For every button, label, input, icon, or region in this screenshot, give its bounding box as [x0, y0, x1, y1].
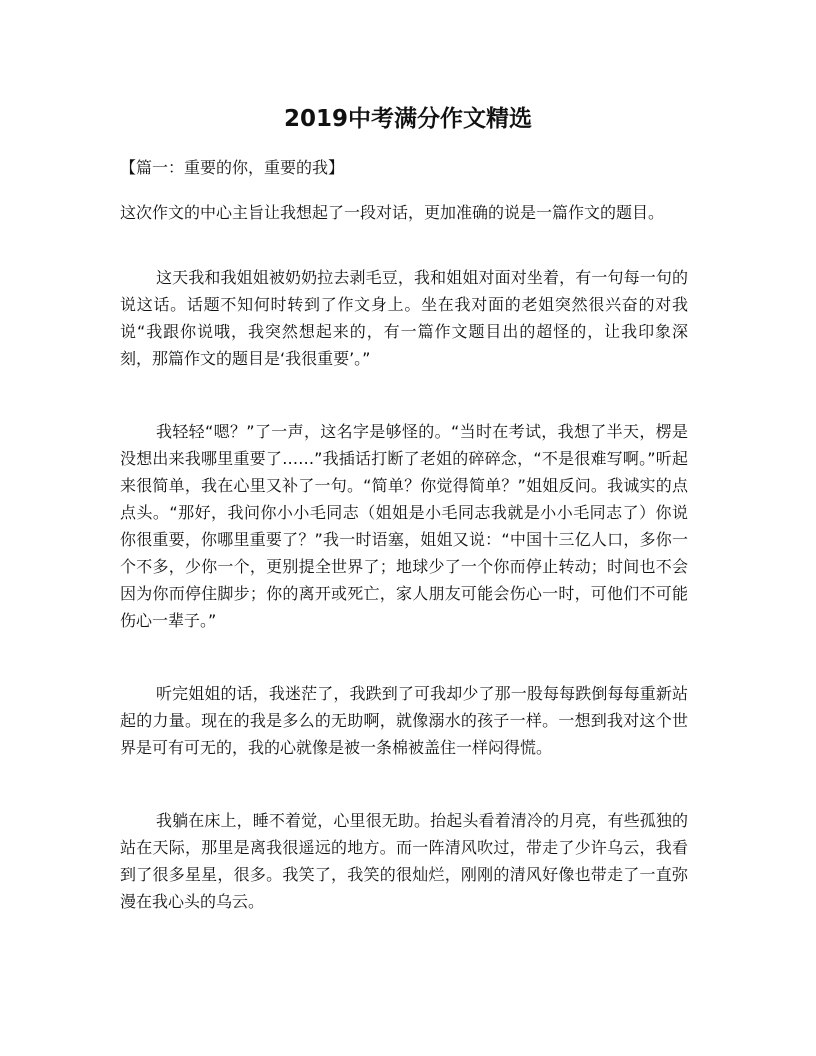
- document-title: 2019中考满分作文精选: [283, 106, 532, 132]
- paragraph-5: 我躺在床上，睡不着觉，心里很无助。抬起头看着清冷的月亮，有些孤独的站在天际，那里是离我很遥远的地方。而一阵清风吹过，带走了少许乌云，我看到了很多星星，很多。我笑了，我笑的很灿烂，刚刚的清风好像也带走了一直弥漫在我心头的乌云。: [120, 811, 688, 911]
- paragraph-3: 我轻轻“嗯？”了一声，这名字是够怪的。“当时在考试，我想了半天，楞是没想出来我哪里重要了……”我插话打断了老姐的碎碎念，“不是很难写啊。”听起来很简单，我在心里又补了一句。“简单？你觉得简单？”姐姐反问。我诚实的点点头。“那好，我问你小小毛同志（姐姐是小毛同志我就是小小毛同志了）你说你很重要，你哪里重要了？”我一时语塞，姐姐又说：“中国十三亿人口，多你一个不多，少你一个，更别提全世界了；地球少了一个你而停止转动；时间也不会因为你而停住脚步；你的离开或死亡，家人朋友可能会伤心一时，可他们不可能伤心一辈子。”: [120, 422, 688, 630]
- section-heading: 【篇一：重要的你，重要的我】: [120, 158, 345, 177]
- paragraph-4: 听完姐姐的话，我迷茫了，我跌到了可我却少了那一股每每跌倒每每重新站起的力量。现在的我是多么的无助啊，就像溺水的孩子一样。一想到我对这个世界是可有可无的，我的心就像是被一条棉被盖住一样闷得慌。: [120, 684, 688, 757]
- paragraph-2: 这天我和我姐姐被奶奶拉去剥毛豆，我和姐姐对面对坐着，有一句每一句的说这话。话题不知何时转到了作文身上。坐在我对面的老姐突然很兴奋的对我说“我跟你说哦，我突然想起来的，有一篇作文题目出的超怪的，让我印象深刻，那篇作文的题目是‘我很重要’。”: [120, 268, 688, 368]
- paragraph-1: 这次作文的中心主旨让我想起了一段对话，更加准确的说是一篇作文的题目。: [120, 203, 665, 222]
